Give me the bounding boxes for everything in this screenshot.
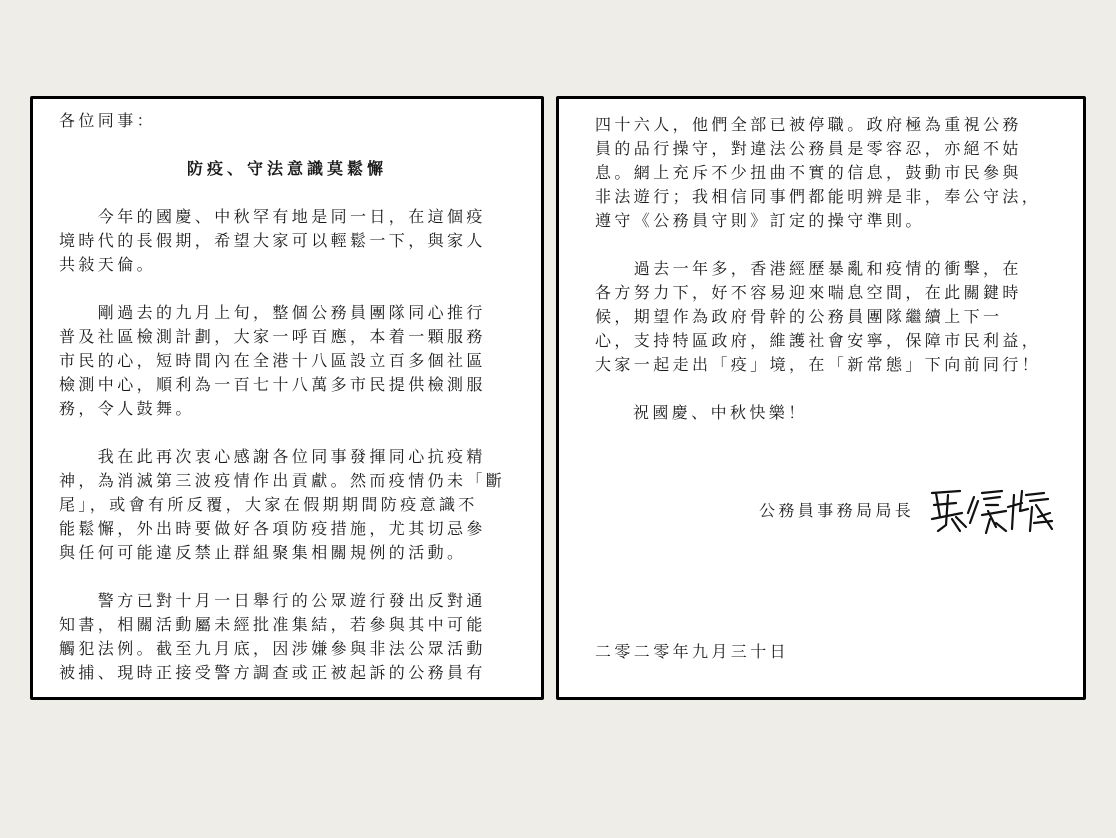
letter-line: 神，為消滅第三波疫情作出貢獻。然而疫情仍未「斷 xyxy=(59,471,506,490)
letter-line: 市民的心，短時間內在全港十八區設立百多個社區 xyxy=(59,351,486,370)
letter-line: 務，令人鼓舞。 xyxy=(59,399,195,418)
letter-line: 大家一起走出「疫」境，在「新常態」下向前同行！ xyxy=(595,355,1042,374)
letter-line xyxy=(595,233,1041,257)
letter-line: 心，支持特區政府，維護社會安寧，保障市民利益， xyxy=(595,331,1042,350)
letter-line: 觸犯法例。截至九月底，因涉嫌參與非法公眾活動 xyxy=(59,639,486,658)
letter-line: 能鬆懈，外出時要做好各項防疫措施，尤其切忌參 xyxy=(59,519,486,538)
letter-line: 被捕、現時正接受警方調查或正被起訴的公務員有 xyxy=(59,663,486,682)
closing-wishes: 祝國慶、中秋快樂！ xyxy=(633,403,808,422)
letter-page-right xyxy=(556,96,1086,700)
letter-line: 息。網上充斥不少扭曲不實的信息，鼓動市民參與 xyxy=(595,163,1022,182)
letter-line: 四十六人，他們全部已被停職。政府極為重視公務 xyxy=(595,115,1022,134)
letter-line: 尾」，或會有所反覆，大家在假期期間防疫意識不 xyxy=(59,495,478,514)
letter-line: 今年的國慶、中秋罕有地是同一日，在這個疫 xyxy=(59,207,486,226)
letter-line: 與任何可能違反禁止群組聚集相關規例的活動。 xyxy=(59,543,467,562)
letter-line: 境時代的長假期，希望大家可以輕鬆一下，與家人 xyxy=(59,231,486,250)
letter-line: 候，期望作為政府骨幹的公務員團隊繼續上下一 xyxy=(595,307,1003,326)
salutation: 各位同事： xyxy=(59,111,157,130)
letter-line xyxy=(59,565,505,589)
letter-line: 遵守《公務員守則》訂定的操守準則。 xyxy=(595,211,925,230)
signature-block xyxy=(759,483,1056,535)
signatory-title: 公務員事務局局長 xyxy=(759,500,915,520)
letter-line: 共敍天倫。 xyxy=(59,255,157,274)
letter-body-right xyxy=(595,113,1041,425)
letter-line: 我在此再次衷心感謝各位同事發揮同心抗疫精 xyxy=(59,447,486,466)
letter-line: 警方已對十月一日舉行的公眾遊行發出反對通 xyxy=(59,591,486,610)
letter-line: 員的品行操守，對違法公務員是零容忍，亦絕不姑 xyxy=(595,139,1022,158)
letter-line: 知書，相關活動屬未經批准集結，若參與其中可能 xyxy=(59,615,486,634)
letter-line: 非法遊行；我相信同事們都能明辨是非，奉公守法， xyxy=(595,187,1042,206)
letter-line: 過去一年多，香港經歷暴亂和疫情的衝擊，在 xyxy=(595,259,1022,278)
letter-line: 各方努力下，好不容易迎來喘息空間，在此關鍵時 xyxy=(595,283,1022,302)
letter-page-left xyxy=(30,96,544,700)
right-page-paragraphs xyxy=(595,113,1041,377)
letter-line: 剛過去的九月上旬，整個公務員團隊同心推行 xyxy=(59,303,486,322)
left-page-paragraphs xyxy=(59,205,505,685)
letter-body-left xyxy=(59,109,505,685)
letter-line xyxy=(59,277,505,301)
letter-date: 二零二零年九月三十日 xyxy=(595,642,790,661)
letter-line: 普及社區檢測計劃，大家一呼百應，本着一顆服務 xyxy=(59,327,486,346)
letter-line xyxy=(59,421,505,445)
letter-heading: 防疫、守法意識莫鬆懈 xyxy=(187,159,388,178)
handwritten-signature xyxy=(926,483,1056,535)
letter-line: 檢測中心，順利為一百七十八萬多市民提供檢測服 xyxy=(59,375,486,394)
